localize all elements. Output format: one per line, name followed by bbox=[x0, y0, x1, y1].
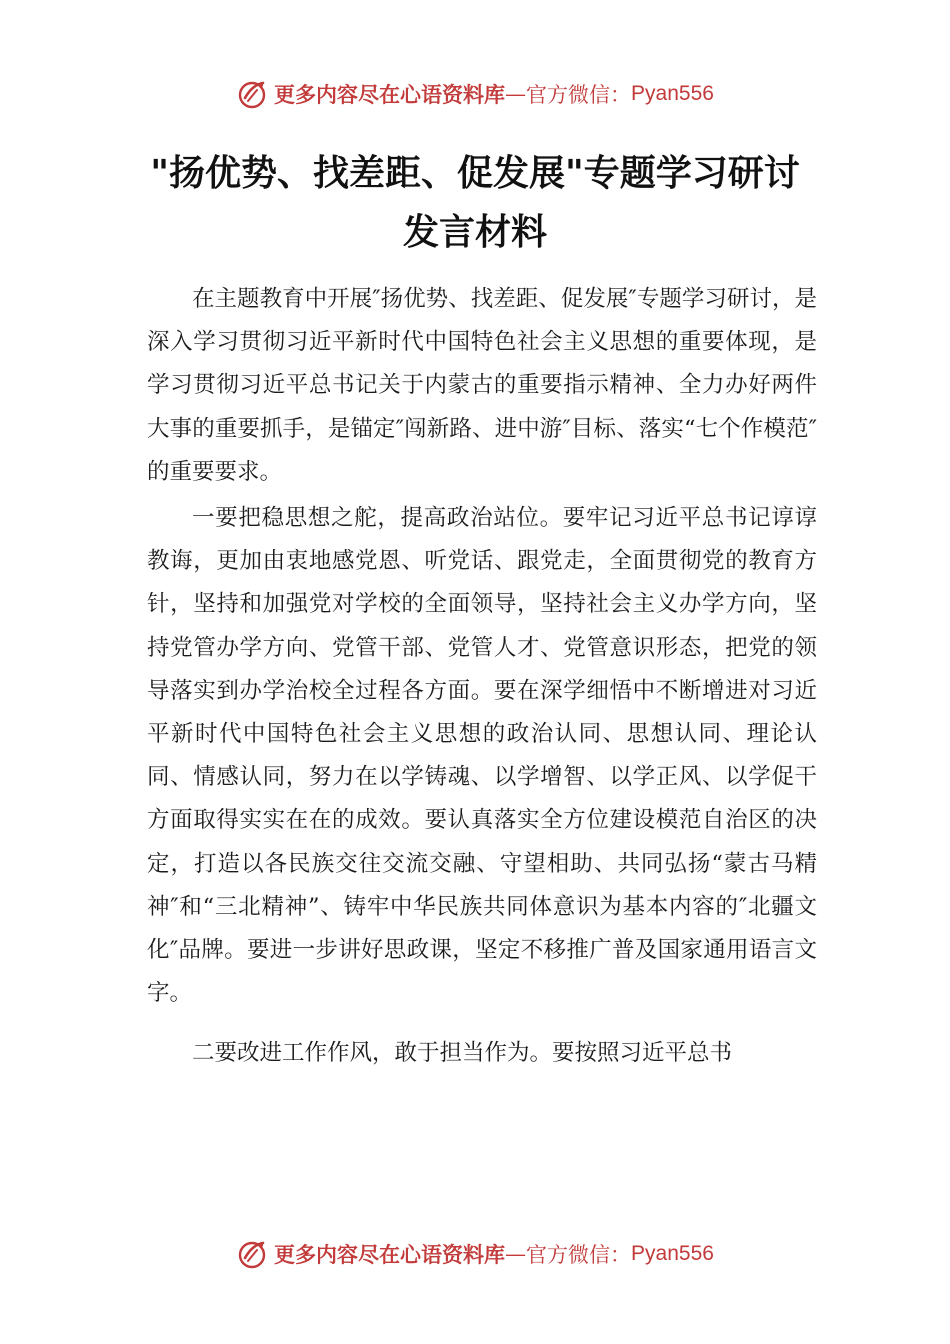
document-title-line-2: 发言材料 bbox=[402, 212, 547, 253]
banner-wechat-label: 官方微信： bbox=[526, 1243, 632, 1267]
body-paragraph-1: 在主题教育中开展″扬优势、找差距、促发展″专题学习研讨，是深入学习贯彻习近平新时代中国特色社会主义思想的重要体现，是学习贯彻习近平总书记关于内蒙古的重要指示精神、全力办好两件大事的重要抓手，是锚定″闯新路、进中游″目标、落实“七个作模范″的重要要求。 bbox=[147, 286, 817, 485]
brand-logo-icon bbox=[236, 77, 270, 111]
banner-wechat-id: Pyan556 bbox=[631, 82, 714, 105]
banner-wechat-id: Pyan556 bbox=[631, 1242, 714, 1265]
brand-logo-icon bbox=[236, 1237, 270, 1271]
footer-watermark-banner bbox=[0, 1234, 950, 1274]
banner-separator: — bbox=[505, 82, 527, 106]
header-watermark-banner bbox=[0, 74, 950, 114]
banner-text: 更多内容尽在心语资料库 bbox=[274, 1242, 506, 1267]
banner-separator: — bbox=[505, 1242, 527, 1266]
body-paragraph-2: 一要把稳思想之舵，提高政治站位。要牢记习近平总书记谆谆教诲，更加由衷地感党恩、听党话、跟党走，全面贯彻党的教育方针，坚持和加强党对学校的全面领导，坚持社会主义办学方向，坚持党管办学方向、党管干部、党管人才、党管意识形态，把党的领导落实到办学治校全过程各方面。要在深学细悟中不断增进对习近平新时代中国特色社会主义思想的政治认同、思想认同、理论认同、情感认同，努力在以学铸魂、以学增智、以学正风、以学促干方面取得实实在在的成效。要认真落实全方位建设模范自治区的决定，打造以各民族交往交流交融、守望相助、共同弘扬“蒙古马精神″和“三北精神”、铸牢中华民族共同体意识为基本内容的″北疆文化″品牌。要进一步讲好思政课，坚定不移推广普及国家通用语言文字。 bbox=[147, 505, 817, 1007]
banner-wechat-label: 官方微信： bbox=[526, 83, 632, 107]
body-paragraph-3: 二要改进工作作风，敢于担当作为。要按照习近平总书 bbox=[192, 1040, 733, 1066]
document-title-line-1: "扬优势、找差距、促发展"专题学习研讨 bbox=[150, 153, 800, 194]
banner-text: 更多内容尽在心语资料库 bbox=[274, 82, 506, 107]
